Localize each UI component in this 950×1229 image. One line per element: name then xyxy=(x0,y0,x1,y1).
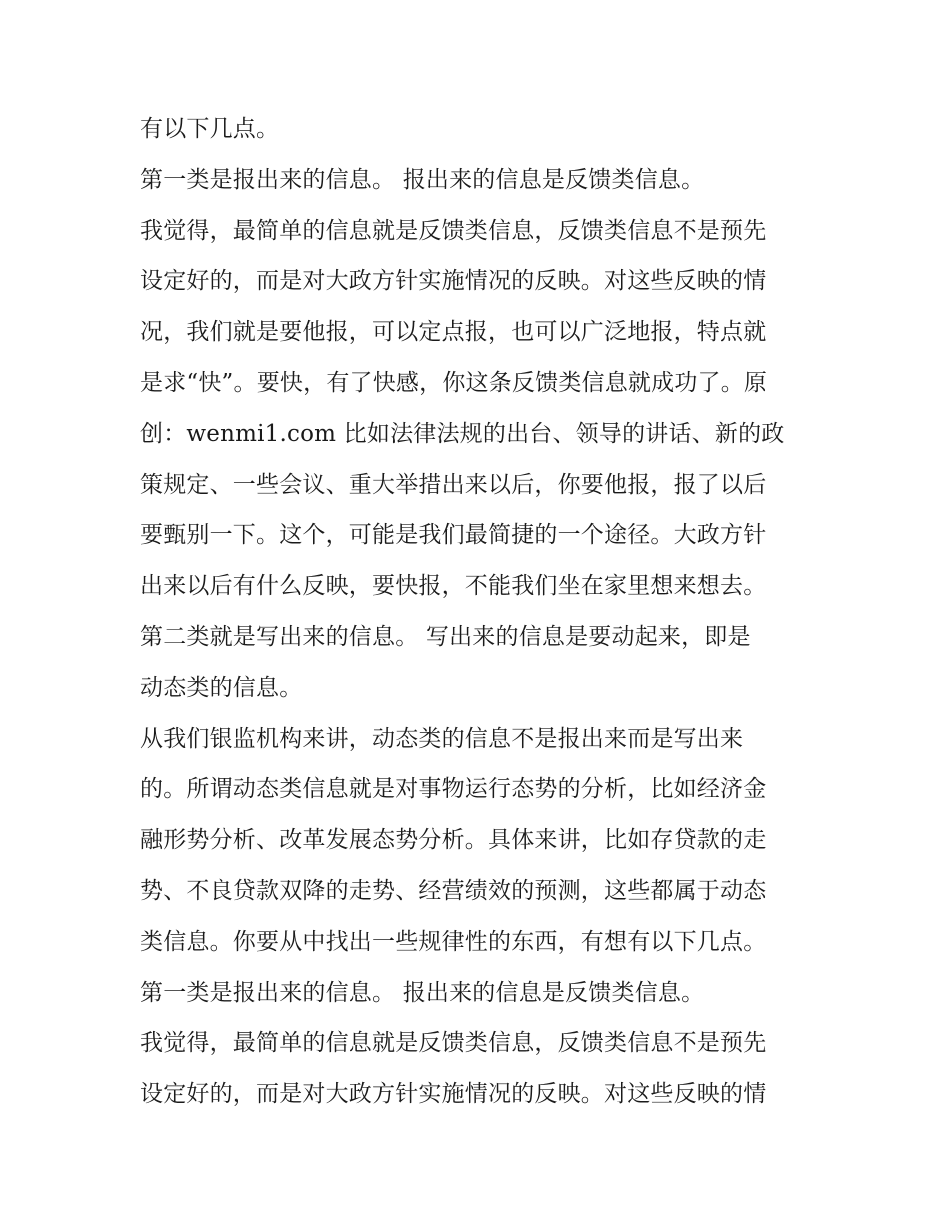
text-line: 设定好的，而是对大政方针实施情况的反映。对这些反映的情 xyxy=(140,268,767,295)
document-body xyxy=(140,104,820,1120)
text-line: 势、不良贷款双降的走势、经营绩效的预测，这些都属于动态 xyxy=(140,877,767,904)
text-line: 是求“快”。要快，有了快感，你这条反馈类信息就成功了。原 xyxy=(140,369,768,396)
text-line: 第二类就是写出来的信息。 写出来的信息是要动起来，即是 xyxy=(140,623,751,650)
text-line: 第一类是报出来的信息。 报出来的信息是反馈类信息。 xyxy=(140,166,705,193)
text-line: 第一类是报出来的信息。 报出来的信息是反馈类信息。 xyxy=(140,979,705,1006)
text-line: 动态类的信息。 xyxy=(140,674,303,701)
text-line: 融形势分析、改革发展态势分析。具体来讲，比如存贷款的走 xyxy=(140,827,767,854)
text-line: 类信息。你要从中找出一些规律性的东西，有想有以下几点。 xyxy=(140,928,767,955)
text-line: 况，我们就是要他报，可以定点报，也可以广泛地报，特点就 xyxy=(140,319,767,346)
text-line: 策规定、一些会议、重大举措出来以后，你要他报，报了以后 xyxy=(140,471,767,498)
text-line: 我觉得，最简单的信息就是反馈类信息，反馈类信息不是预先 xyxy=(140,1030,767,1057)
text-line: 的。所谓动态类信息就是对事物运行态势的分析，比如经济金 xyxy=(140,776,767,803)
text-line: 我觉得，最简单的信息就是反馈类信息，反馈类信息不是预先 xyxy=(140,217,767,244)
text-line: 从我们银监机构来讲，动态类的信息不是报出来而是写出来 xyxy=(140,725,744,752)
text-line: 设定好的，而是对大政方针实施情况的反映。对这些反映的情 xyxy=(140,1081,767,1108)
text-line: 要甄别一下。这个，可能是我们最简捷的一个途径。大政方针 xyxy=(140,522,767,549)
text-line: 出来以后有什么反映，要快报，不能我们坐在家里想来想去。 xyxy=(140,573,767,600)
text-line: 有以下几点。 xyxy=(140,116,280,142)
text-line: 创：wenmi1.com 比如法律法规的出台、领导的讲话、新的政 xyxy=(140,420,785,447)
